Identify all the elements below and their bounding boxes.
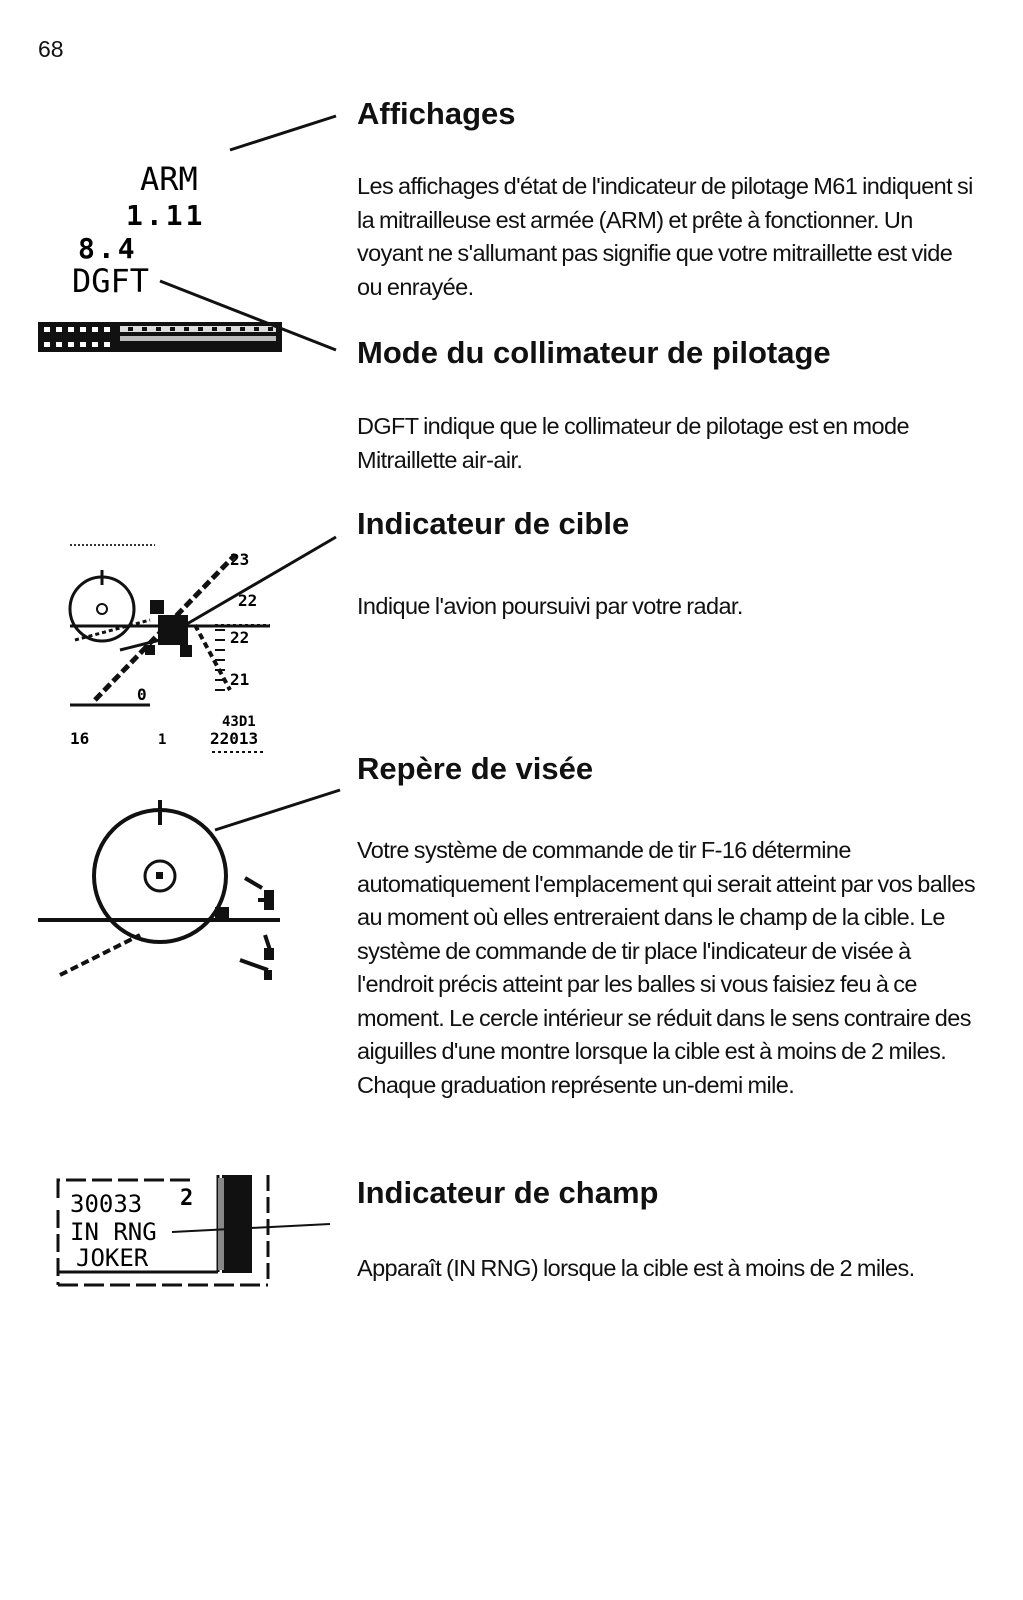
status-value: 8.4 xyxy=(78,232,138,265)
section-title-cible: Indicateur de cible xyxy=(357,506,630,541)
section-title-mode: Mode du collimateur de pilotage xyxy=(357,335,831,370)
page-number: 68 xyxy=(38,36,64,62)
scale-label-23: 23 xyxy=(230,550,250,569)
section-body-visee: Votre système de commande de tir F-16 détermine automatiquement l'emplacement qui serait atteint par vos balles au moment où elles entreraient dans le champ de la cible. Le système de commande de tir place l'indicateur de visée à l'endroit précis atteint par les balles si vous faisiez feu à ce moment. Le cercle intérieur se réduit dans le sens contraire des aiguilles d'une montre lorsque la cible est à moins de 2 miles. Chaque graduation représente un-demi mile. xyxy=(357,837,976,1098)
bottom-label-1: 1 xyxy=(158,732,167,748)
scale-label-22b: 22 xyxy=(230,628,250,647)
section-body-cible: Indique l'avion poursuivi par votre radar. xyxy=(357,593,743,619)
status-rounds: 1.11 xyxy=(126,199,206,232)
bottom-label-16: 16 xyxy=(70,729,90,748)
scale-label-22a: 22 xyxy=(238,591,258,610)
in-rng-label: IN RNG xyxy=(70,1218,157,1246)
section-title-champ: Indicateur de champ xyxy=(357,1175,659,1210)
scale-label-21: 21 xyxy=(230,670,250,689)
readout-bottom: 22013 xyxy=(210,729,259,748)
section-body-affichages: Les affichages d'état de l'indicateur de pilotage M61 indiquent si la mitrailleuse est armée (ARM) et prête à fonctionner. Un voyant ne s'allumant pas signifie que votre mitraillette est vide ou enrayée. xyxy=(357,173,973,300)
status-dgft: DGFT xyxy=(72,262,150,300)
section-body-champ: Apparaît (IN RNG) lorsque la cible est à moins de 2 miles. xyxy=(357,1255,915,1281)
section-title-affichages: Affichages xyxy=(357,96,516,131)
joker-label: JOKER xyxy=(76,1244,149,1272)
status-arm: ARM xyxy=(140,160,198,198)
section-body-mode: DGFT indique que le collimateur de pilotage est en mode Mitraillette air-air. xyxy=(357,413,909,473)
target-marker: 0 xyxy=(137,685,147,704)
range-mark: 2 xyxy=(180,1186,194,1211)
range-readout: 30033 xyxy=(70,1190,143,1218)
section-title-visee: Repère de visée xyxy=(357,751,594,786)
readout-top: 43D1 xyxy=(222,714,256,730)
